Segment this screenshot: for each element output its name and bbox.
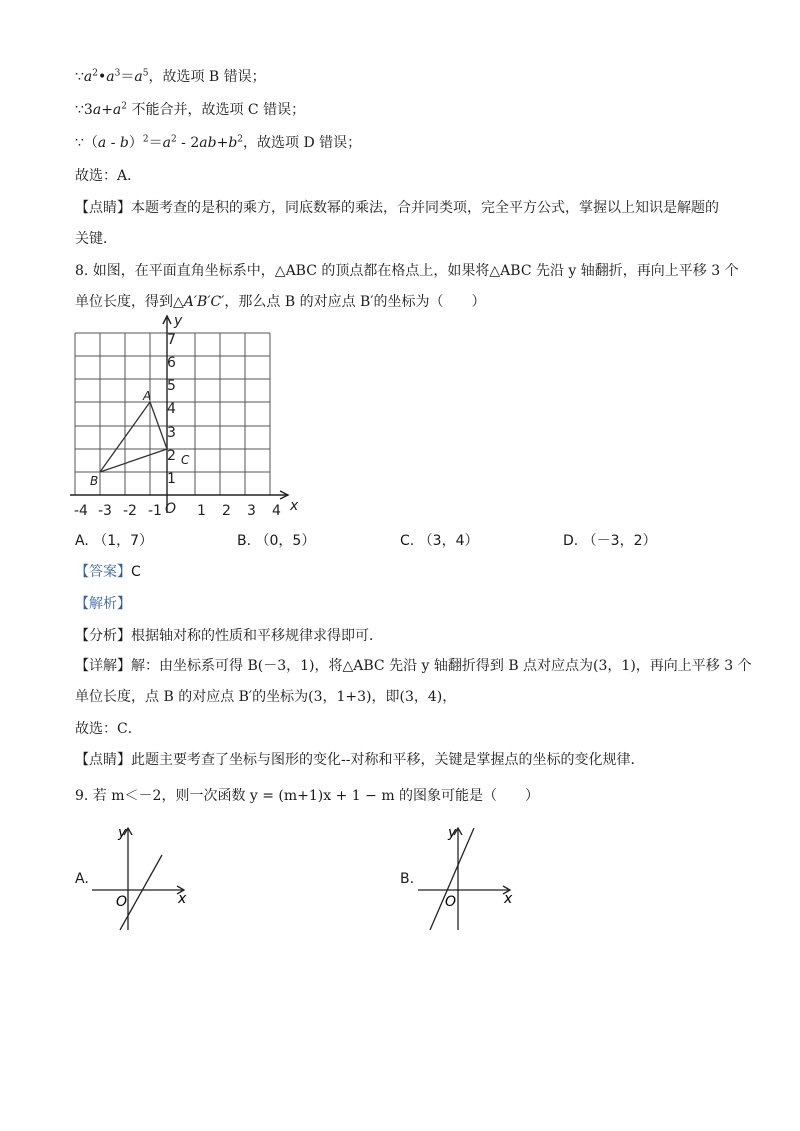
y-axis-label: y (448, 825, 457, 841)
q8-stem-2: 单位长度，得到△A′B′C′，那么点 B 的对应点 B′的坐标为（ ） (75, 294, 486, 310)
point-b-label: B (90, 474, 99, 488)
prev-answer: 故选：A． (75, 168, 142, 184)
prev-dianjing: 【点睛】本题考查的是积的乘方，同底数幂的乘法，合并同类项，完全平方公式，掌握以上知识是解题的 (75, 200, 719, 216)
x-tick: 2 (222, 503, 231, 519)
q8-xiangjie-1: 【详解】解：由坐标系可得 B(－3，1)，将△ABC 先沿 y 轴翻折得到 B 点对应点为(3，1)，再向上平移 3 个 (75, 658, 752, 674)
q8-xiangjie-3: 故选：C． (75, 721, 142, 737)
q9-stem: 9. 若 m＜－2，则一次函数 y = (m+1)x + 1 − m 的图象可能是（ ） (75, 788, 540, 804)
q9-option-b[interactable]: B. (400, 871, 415, 887)
q8-stem-1: 8. 如图，在平面直角坐标系中，△ABC 的顶点都在格点上，如果将△ABC 先沿 y 轴翻折，再向上平移 3 个 (75, 263, 739, 279)
q8-coordinate-graph (70, 308, 300, 523)
y-axis-label: y (174, 313, 183, 329)
origin-label: O (116, 894, 128, 910)
y-tick: 4 (167, 401, 176, 417)
x-tick: 3 (247, 503, 256, 519)
q9-option-a[interactable]: A. (75, 871, 89, 887)
q8-answer: 【答案】C (75, 564, 141, 580)
q8-fenxi: 【分析】根据轴对称的性质和平移规律求得即可． (75, 628, 383, 644)
y-tick: 5 (167, 378, 176, 394)
graph-b-line (430, 828, 474, 930)
x-axis-label: x (504, 891, 513, 907)
y-tick: 7 (167, 332, 176, 348)
prev-line-3: ∵（a - $b)^2=a^2 - 2ab+b^2$，故选项 D 错误； (75, 134, 362, 151)
origin-label: O (445, 894, 457, 910)
q8-option-d[interactable]: D. （－3，2） (563, 533, 657, 549)
point-a-label: A (143, 389, 152, 403)
x-axis-label: x (178, 891, 187, 907)
x-tick: -3 (98, 503, 112, 519)
x-tick-labels (74, 503, 281, 519)
y-tick: 6 (167, 355, 176, 371)
q8-xiangjie-2: 单位长度，点 B 的对应点 B′的坐标为(3，1+3)，即(3，4)， (75, 689, 457, 705)
q9-graph-b (418, 822, 528, 934)
q8-dianjing: 【点睛】此题主要考查了坐标与图形的变化--对称和平移，关键是掌握点的坐标的变化规律． (75, 752, 645, 768)
prev-line-2: $\because 3a+a^2$ 不能合并，故选项 C 错误； (75, 101, 306, 118)
y-tick-labels (167, 332, 176, 487)
origin-label: O (165, 501, 177, 517)
q8-jiexi: 【解析】 (75, 596, 131, 612)
q9-graph-a (92, 822, 202, 934)
y-axis-label: y (118, 825, 127, 841)
x-tick: 1 (197, 503, 206, 519)
prev-dianjing-2: 关键． (75, 231, 117, 247)
x-tick: 4 (272, 503, 281, 519)
triangle-abc (100, 402, 167, 472)
y-tick: 1 (167, 471, 176, 487)
prev-line-1: $\because a^2•a^3=a^5$，故选项 B 错误； (75, 68, 266, 85)
q8-option-a[interactable]: A. （1，7） (75, 533, 154, 549)
q8-option-c[interactable]: C. （3，4） (400, 533, 479, 549)
x-tick: -1 (148, 503, 162, 519)
graph-a-line (120, 855, 162, 930)
q8-option-b[interactable]: B. （0，5） (237, 533, 316, 549)
x-tick: -2 (123, 503, 137, 519)
y-tick: 2 (167, 448, 176, 464)
x-tick: -4 (74, 503, 88, 519)
y-tick: 3 (167, 425, 176, 441)
x-axis-label: x (290, 498, 299, 514)
point-c-label: C (181, 453, 190, 467)
